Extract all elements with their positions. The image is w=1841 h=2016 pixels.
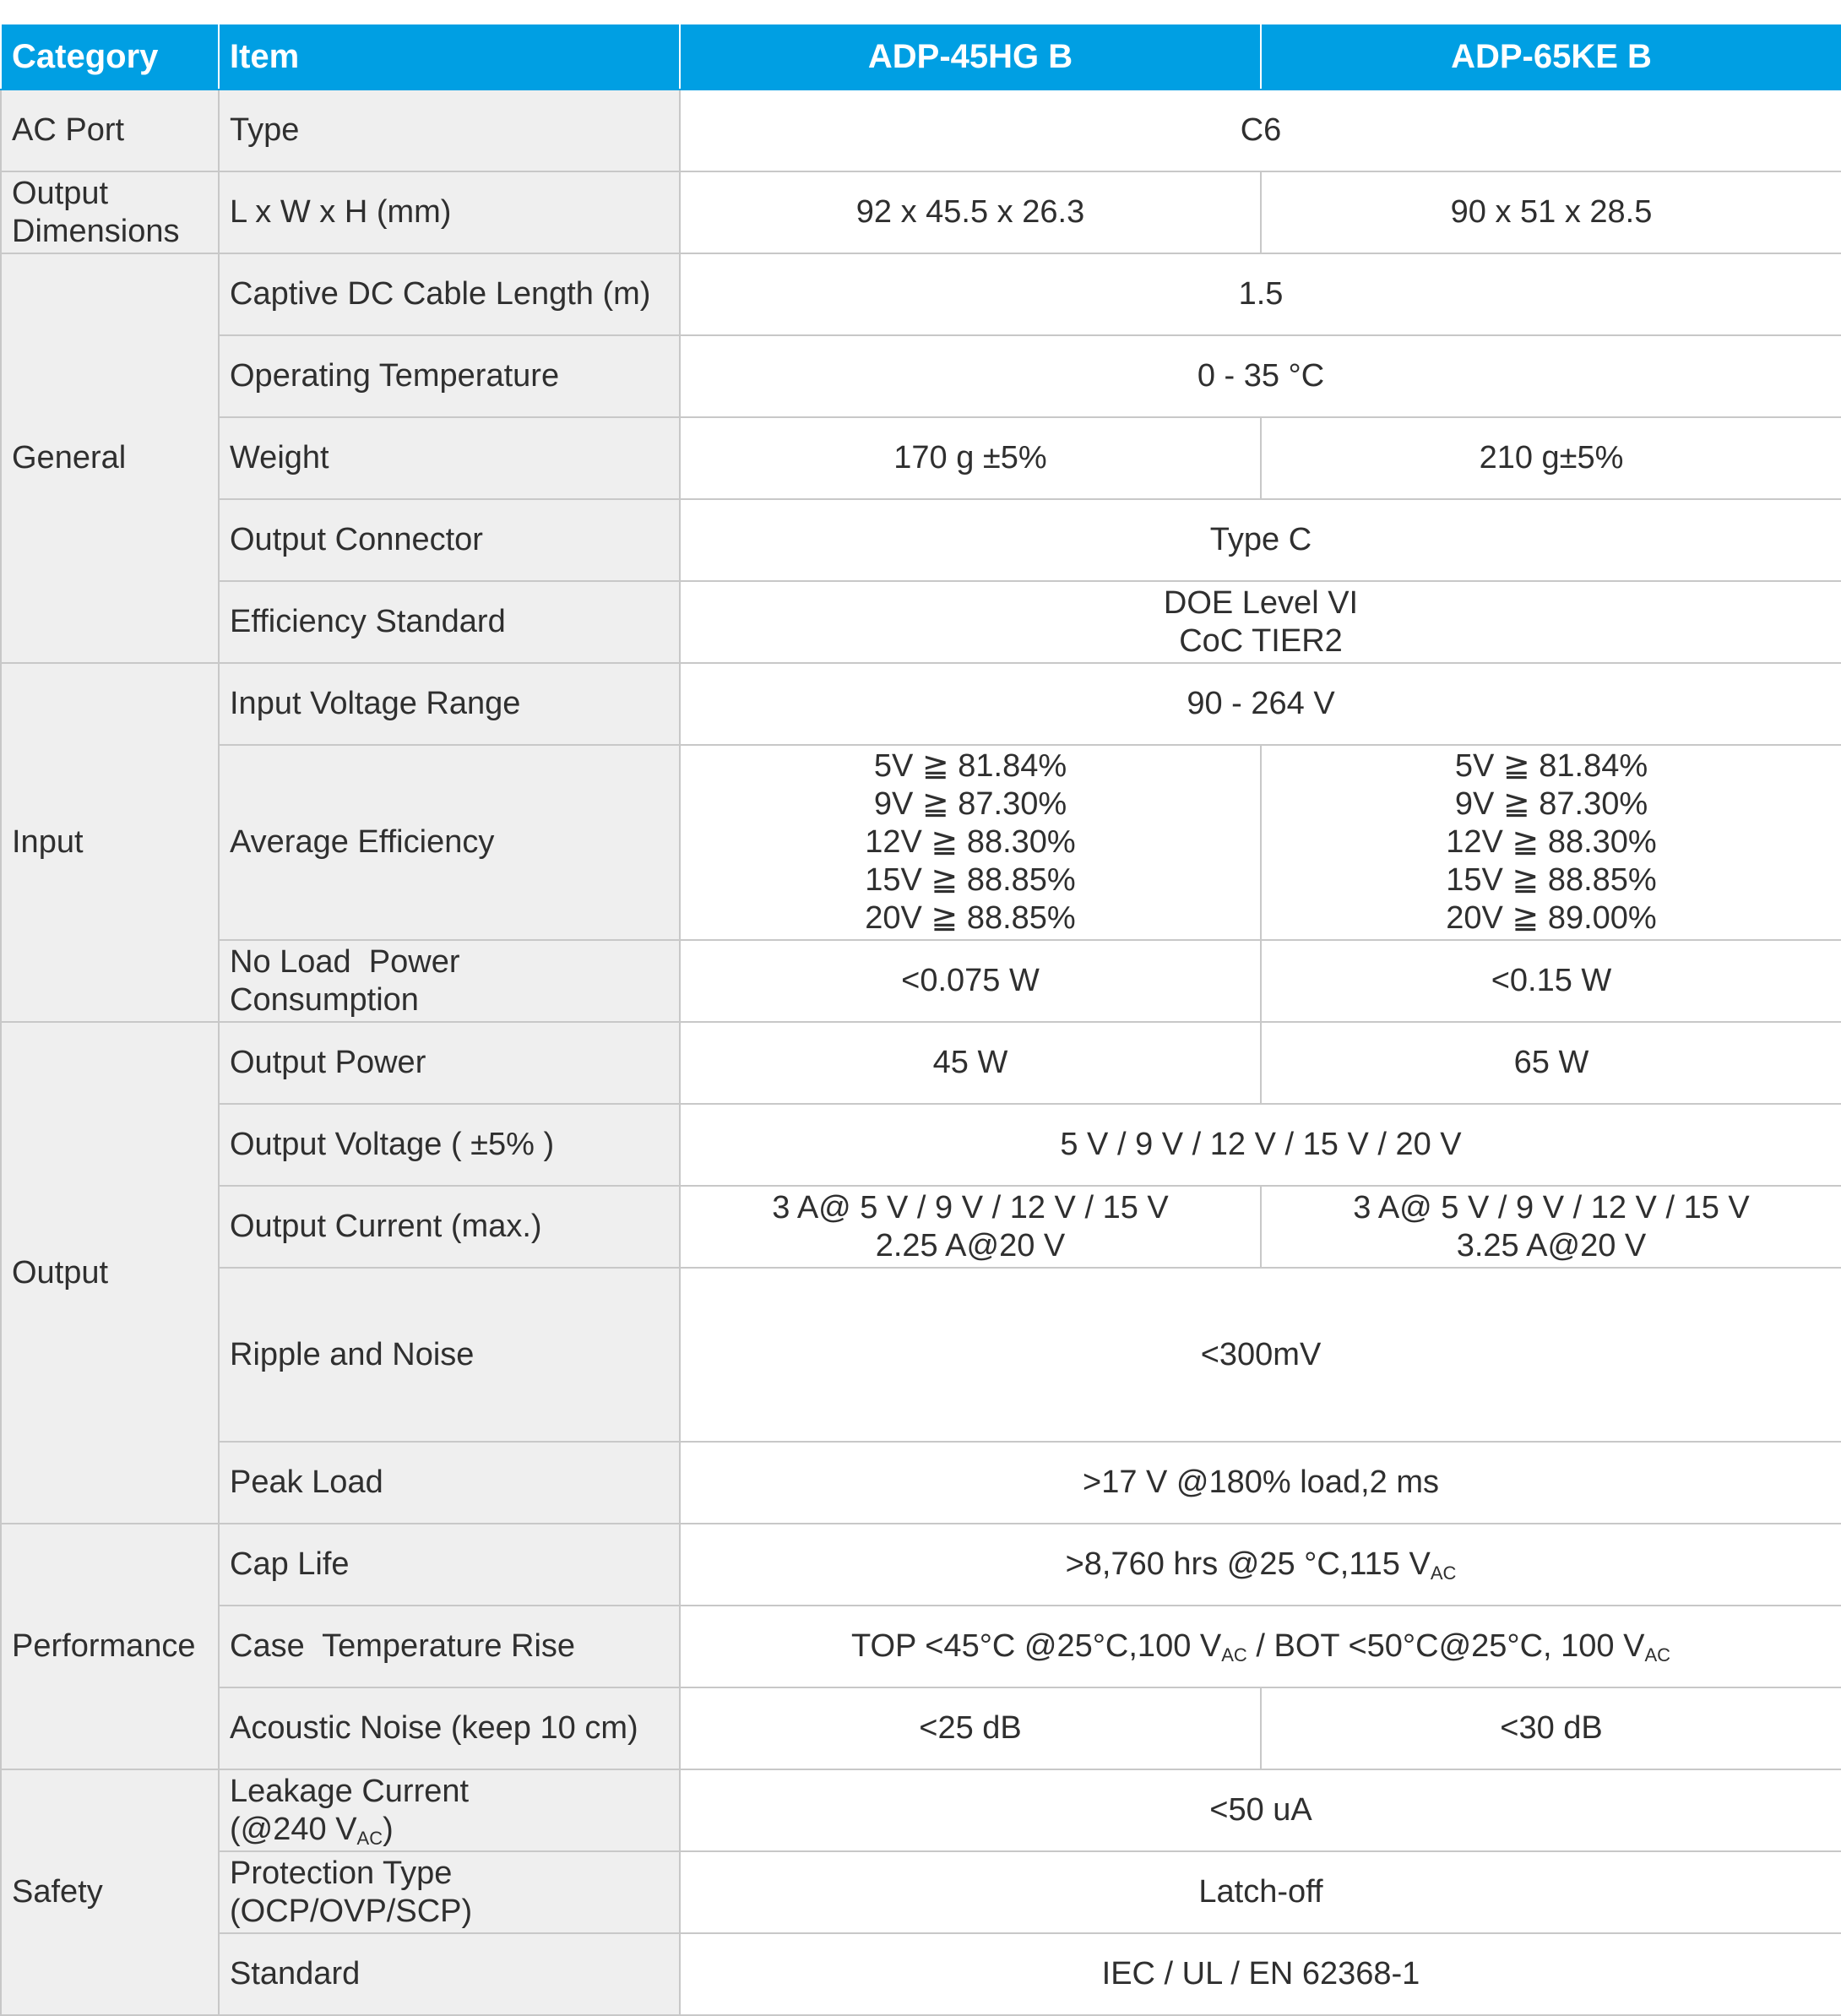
item-label-line: Consumption xyxy=(230,981,419,1018)
item-case-temperature-rise: Case Temperature Rise xyxy=(219,1606,680,1687)
category-input: Input xyxy=(1,663,219,1022)
item-no-load-power xyxy=(219,940,680,1022)
item-leakage-current xyxy=(219,1769,680,1851)
table-row xyxy=(1,1769,1841,1851)
current-line: 2.25 A@20 V xyxy=(875,1227,1066,1263)
efficiency-line: 9V ≧ 87.30% xyxy=(1454,786,1648,822)
item-input-voltage-range: Input Voltage Range xyxy=(219,663,680,745)
category-safety: Safety xyxy=(1,1769,219,2015)
table-row xyxy=(1,335,1841,417)
item-efficiency-standard: Efficiency Standard xyxy=(219,581,680,663)
efficiency-standard-line: DOE Level VI xyxy=(1163,584,1359,621)
efficiency-line: 20V ≧ 89.00% xyxy=(1446,900,1657,936)
value-dimensions-b: 90 x 51 x 28.5 xyxy=(1261,171,1841,253)
item-label-line: Protection Type xyxy=(230,1855,453,1891)
table-row xyxy=(1,581,1841,663)
efficiency-standard-line: CoC TIER2 xyxy=(1179,622,1343,659)
value-output-power-b: 65 W xyxy=(1261,1022,1841,1104)
item-label-line: (OCP/OVP/SCP) xyxy=(230,1893,473,1929)
value-operating-temperature: 0 - 35 °C xyxy=(680,335,1841,417)
item-dimensions: L x W x H (mm) xyxy=(219,171,680,253)
item-output-connector: Output Connector xyxy=(219,499,680,581)
table-header-row xyxy=(1,24,1841,90)
spec-table xyxy=(0,23,1841,2016)
value-no-load-b: <0.15 W xyxy=(1261,940,1841,1022)
item-cable-length: Captive DC Cable Length (m) xyxy=(219,253,680,335)
value-output-power-a: 45 W xyxy=(680,1022,1261,1104)
value-leakage-current: <50 uA xyxy=(680,1769,1841,1851)
value-standard: IEC / UL / EN 62368-1 xyxy=(680,1933,1841,2015)
cap-life-subscript: AC xyxy=(1430,1562,1457,1584)
header-item: Item xyxy=(219,24,680,90)
table-row xyxy=(1,417,1841,499)
current-line: 3.25 A@20 V xyxy=(1456,1227,1647,1263)
category-ac-port: AC Port xyxy=(1,90,219,171)
table-row xyxy=(1,1268,1841,1442)
item-acoustic-noise: Acoustic Noise (keep 10 cm) xyxy=(219,1687,680,1769)
header-model-b: ADP-65KE B xyxy=(1261,24,1841,90)
item-operating-temperature: Operating Temperature xyxy=(219,335,680,417)
efficiency-line: 15V ≧ 88.85% xyxy=(865,862,1076,898)
value-protection-type: Latch-off xyxy=(680,1851,1841,1933)
item-label-line: Leakage Current xyxy=(230,1773,470,1809)
table-row xyxy=(1,1186,1841,1268)
item-output-power: Output Power xyxy=(219,1022,680,1104)
table-row xyxy=(1,940,1841,1022)
value-input-voltage-range: 90 - 264 V xyxy=(680,663,1841,745)
table-row xyxy=(1,1933,1841,2015)
leakage-subscript: AC xyxy=(356,1827,383,1849)
table-row xyxy=(1,1851,1841,1933)
value-no-load-a: <0.075 W xyxy=(680,940,1261,1022)
efficiency-line: 15V ≧ 88.85% xyxy=(1446,862,1657,898)
efficiency-line: 9V ≧ 87.30% xyxy=(873,786,1067,822)
table-row xyxy=(1,1524,1841,1606)
table-row xyxy=(1,745,1841,940)
case-temp-top: TOP <45°C @25°C,100 V xyxy=(850,1628,1222,1664)
value-peak-load: >17 V @180% load,2 ms xyxy=(680,1442,1841,1524)
category-performance: Performance xyxy=(1,1524,219,1769)
value-average-efficiency-a xyxy=(680,745,1261,940)
item-label-line xyxy=(230,1811,669,1849)
cap-life-text: >8,760 hrs @25 °C,115 V xyxy=(1065,1546,1431,1582)
item-label-line: No Load Power xyxy=(230,943,460,980)
case-temp-subscript: AC xyxy=(1644,1644,1671,1666)
value-output-voltage: 5 V / 9 V / 12 V / 15 V / 20 V xyxy=(680,1104,1841,1186)
value-ripple-noise: <300mV xyxy=(680,1268,1841,1442)
current-line: 3 A@ 5 V / 9 V / 12 V / 15 V xyxy=(1353,1189,1750,1225)
item-ripple-noise: Ripple and Noise xyxy=(219,1268,680,1442)
category-output-dimensions: Output Dimensions xyxy=(1,171,219,253)
header-category: Category xyxy=(1,24,219,90)
table-row xyxy=(1,1687,1841,1769)
value-output-current-a xyxy=(680,1186,1261,1268)
current-line: 3 A@ 5 V / 9 V / 12 V / 15 V xyxy=(772,1189,1169,1225)
item-standard: Standard xyxy=(219,1933,680,2015)
item-output-voltage: Output Voltage ( ±5% ) xyxy=(219,1104,680,1186)
value-weight-a: 170 g ±5% xyxy=(680,417,1261,499)
value-output-current-b xyxy=(1261,1186,1841,1268)
table-row xyxy=(1,90,1841,171)
case-temp-bot: / BOT <50°C@25°C, 100 V xyxy=(1246,1628,1645,1664)
value-acoustic-b: <30 dB xyxy=(1261,1687,1841,1769)
efficiency-line: 20V ≧ 88.85% xyxy=(865,900,1076,936)
category-output: Output xyxy=(1,1022,219,1524)
item-protection-type xyxy=(219,1851,680,1933)
table-row xyxy=(1,1022,1841,1104)
table-row xyxy=(1,253,1841,335)
leakage-pre: (@240 V xyxy=(230,1811,357,1847)
case-temp-subscript: AC xyxy=(1221,1644,1247,1666)
item-average-efficiency: Average Efficiency xyxy=(219,745,680,940)
item-peak-load: Peak Load xyxy=(219,1442,680,1524)
value-dimensions-a: 92 x 45.5 x 26.3 xyxy=(680,171,1261,253)
value-cable-length: 1.5 xyxy=(680,253,1841,335)
item-type: Type xyxy=(219,90,680,171)
item-weight: Weight xyxy=(219,417,680,499)
table-row xyxy=(1,171,1841,253)
header-model-a: ADP-45HG B xyxy=(680,24,1261,90)
item-output-current: Output Current (max.) xyxy=(219,1186,680,1268)
category-general: General xyxy=(1,253,219,663)
value-acoustic-a: <25 dB xyxy=(680,1687,1261,1769)
item-cap-life: Cap Life xyxy=(219,1524,680,1606)
table-row xyxy=(1,1442,1841,1524)
value-efficiency-standard xyxy=(680,581,1841,663)
efficiency-line: 12V ≧ 88.30% xyxy=(1446,824,1657,860)
efficiency-line: 5V ≧ 81.84% xyxy=(873,748,1067,784)
value-ac-type: C6 xyxy=(680,90,1841,171)
efficiency-line: 5V ≧ 81.84% xyxy=(1454,748,1648,784)
table-row xyxy=(1,1606,1841,1687)
leakage-post: ) xyxy=(383,1811,394,1847)
value-case-temperature-rise xyxy=(680,1606,1841,1687)
table-row xyxy=(1,1104,1841,1186)
value-average-efficiency-b xyxy=(1261,745,1841,940)
table-row xyxy=(1,499,1841,581)
value-output-connector: Type C xyxy=(680,499,1841,581)
value-cap-life xyxy=(680,1524,1841,1606)
value-weight-b: 210 g±5% xyxy=(1261,417,1841,499)
efficiency-line: 12V ≧ 88.30% xyxy=(865,824,1076,860)
table-row xyxy=(1,663,1841,745)
